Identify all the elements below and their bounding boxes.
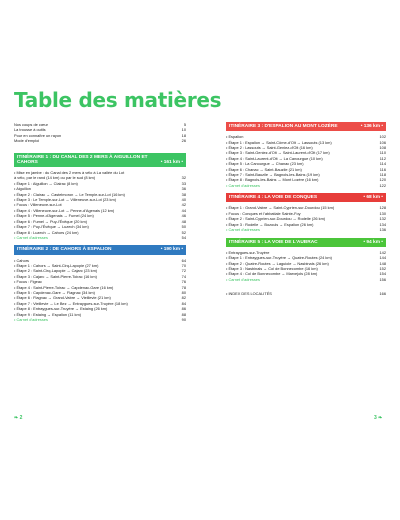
toc-entry-title: • Focus : Villeneuve-sur-Lot: [14, 202, 62, 208]
toc-entry-title: • Étape 4 : Villeneuve-sur-Lot → Penne-d'Agenais (12 km): [14, 207, 115, 213]
toc-entry-title: • Étape 8 : Luzech → Cahors (24 km): [14, 229, 79, 235]
toc-entry-page: 38: [181, 191, 186, 197]
toc-entry-title: • Étape 6 : Flagnac → Grand-Vabre → Vieillevie (21 km): [14, 295, 111, 301]
toc-entry-page: 108: [379, 145, 386, 151]
toc-entry-title: • Carnet d'adresses: [226, 227, 260, 233]
toc-entry-title: Nos coups de cœur: [14, 122, 48, 127]
toc-entry-title: • Étape 1 : Cahors → Saint-Cirq-Lapopie (27 km): [14, 262, 99, 268]
toc-entry[interactable]: [14, 138, 186, 143]
itinerary-banner[interactable]: [226, 193, 386, 202]
toc-entry-title: • Étape 5 : Penne-d'Agenais → Fumel (24 km): [14, 213, 94, 219]
toc-entry-title: • Carnet d'adresses: [226, 182, 260, 188]
toc-entry-title: • Espalion: [226, 134, 244, 140]
toc-entry-title: • Étape 3 : Cajarc → Saint-Pierre-Toirac (16 km): [14, 273, 97, 279]
toc-entry-page: 46: [181, 213, 186, 219]
itinerary-distance: • 94 km •: [363, 239, 383, 245]
toc-entry-title: • Étape 2 : Saint-Cyprien-sur-Dourdou → Rodelle (26 km): [226, 216, 326, 222]
toc-entry-title: • Étape 8 : Entraygues-sur-Truyère → Estaing (26 km): [14, 306, 108, 312]
toc-entry[interactable]: [226, 183, 386, 188]
leaf-icon: ❧: [14, 415, 19, 421]
toc-entry-page: 44: [181, 207, 186, 213]
toc-entry[interactable]: [226, 277, 386, 282]
toc-entry-page: 5: [183, 122, 186, 127]
toc-entry-title: • Aiguillon: [14, 186, 31, 192]
toc-entry-page: 128: [379, 205, 386, 211]
toc-entry-page: 72: [181, 268, 186, 274]
toc-entry-page: 112: [379, 155, 386, 161]
right-column: [226, 122, 386, 297]
toc-entry-page: 156: [379, 276, 386, 282]
toc-entry-title: • Étape 2 : Saint-Cirq-Lapopie → Cajarc (23 km): [14, 268, 98, 274]
itinerary-distance: • 136 km •: [360, 124, 383, 129]
itinerary-banner[interactable]: [226, 122, 386, 131]
toc-entry-page: 116: [379, 166, 386, 172]
toc-entry-page: 26: [181, 138, 186, 144]
toc-entry-page: 132: [379, 216, 386, 222]
toc-entry-title: • Étape 7 : Vieillevie → Le Bez → Entraygues-sur-Truyère (18 km): [14, 300, 128, 306]
toc-entry-page: 40: [181, 197, 186, 203]
toc-entry-page: 70: [181, 262, 186, 268]
left-column: [14, 122, 186, 322]
toc-entry-title: • Carnet d'adresses: [14, 316, 48, 322]
toc-entry-title: La trousse à outils: [14, 127, 46, 133]
itinerary-distance: • 190 km •: [160, 247, 183, 253]
toc-entry-page: 148: [379, 260, 386, 266]
page-title: Table des matières: [14, 88, 222, 112]
toc-entry-title: • Étape 5 : La Canourgue → Chanac (23 km): [226, 161, 304, 167]
itinerary-3-section: [226, 122, 386, 188]
toc-entry-title: • Étape 3 : Nasbinals → Col de Bonnecombe (16 km): [226, 265, 318, 271]
toc-entry-title: Mode d'emploi: [14, 138, 40, 144]
toc-entry-title: • Entraygues-sur-Truyère: [226, 249, 270, 255]
toc-entry-title: • Étape 4 : Col de Bonnecombe → Marvejols (28 km): [226, 271, 318, 277]
toc-entry-page: 130: [379, 210, 386, 216]
toc-entry-page: 64: [181, 257, 186, 263]
toc-entry-page: 48: [181, 218, 186, 224]
toc-entry-title: Pour en connaître un rayon: [14, 132, 62, 138]
itinerary-title: ITINÉRAIRE 5 : LA VOIE DE L'AUBRAC: [229, 239, 318, 245]
toc-entry-title: • INDEX DES LOCALITÉS: [226, 291, 272, 297]
toc-entry-title: • Étape 1 : Entraygues-sur-Truyère → Quatre-Routes (24 km): [226, 255, 332, 261]
toc-entry-page: 32: [181, 175, 186, 181]
toc-entry-title: • Étape 3 : Saint-Geniez-d'Olt → Saint-Laurent-d'Olt (17 km): [226, 150, 330, 156]
toc-entry-page: 76: [181, 279, 186, 285]
itinerary-distance: • 68 km •: [363, 195, 383, 201]
itinerary-distance: • 161 km •: [160, 159, 183, 165]
toc-entry-page: 154: [379, 271, 386, 277]
toc-entry-title: • Étape 2 : Quatre-Routes → Laguiole → Nasbinals (26 km): [226, 260, 329, 266]
toc-entry-page: 78: [181, 284, 186, 290]
toc-entry-page: 118: [379, 172, 386, 178]
toc-entry-page: 106: [379, 139, 386, 145]
toc-entry-title: • Étape 5 : Capdenac-Gare → Flagnac (34 km): [14, 289, 95, 295]
itinerary-title: ITINÉRAIRE 1 : DU CANAL DES 2 MERS À AIGUILLON ET CAHORS: [17, 154, 148, 165]
toc-entry-page: 152: [379, 265, 386, 271]
toc-entry-page: 33: [181, 180, 186, 186]
page-number-right: [374, 415, 382, 421]
toc-entry-page: 142: [379, 249, 386, 255]
toc-entry-title: à vélo, par le rand (14 km) ou par le sud (8 km): [14, 175, 96, 181]
folio-number: 3: [374, 415, 377, 421]
toc-entry-page: 102: [379, 134, 386, 140]
toc-entry-page: 114: [379, 161, 386, 167]
toc-entry-page: 84: [181, 300, 186, 306]
itinerary-banner[interactable]: [14, 245, 186, 254]
index-entry[interactable]: [226, 291, 386, 296]
itinerary-1-section: [14, 153, 186, 241]
toc-entry-title: • Étape 4 : Saint-Laurent-d'Olt → La Canourgue (10 km): [226, 155, 323, 161]
toc-entry-page: 136: [379, 227, 386, 233]
toc-entry-page: 10: [181, 127, 186, 133]
toc-entry-page: 74: [181, 273, 186, 279]
itinerary-banner[interactable]: [14, 153, 186, 167]
toc-entry-page: 36: [181, 186, 186, 192]
leaf-icon: ❧: [378, 415, 383, 421]
toc-entry-page: 52: [181, 229, 186, 235]
page-number-left: [14, 415, 22, 421]
toc-entry-title: • Étape 3 : Le Temple-sur-Lot → Villeneuve-sur-Lot (23 km): [14, 197, 116, 203]
itinerary-title: ITINÉRAIRE 2 : DE CAHORS À ESPALION: [17, 247, 112, 253]
toc-entry-page: 88: [181, 311, 186, 317]
toc-entry-page: 122: [379, 182, 386, 188]
toc-entry[interactable]: [14, 317, 186, 322]
toc-entry-title: • Étape 1 : Aiguillon → Clairac (8 km): [14, 180, 78, 186]
toc-entry-page: 80: [181, 289, 186, 295]
toc-entry-title: • Focus : Figeac: [14, 279, 42, 285]
toc-entry-title: • Étape 3 : Rodelle → Bozouls → Espalion (26 km): [226, 221, 314, 227]
toc-entry-title: • Carnet d'adresses: [14, 234, 48, 240]
toc-entry-page: 110: [379, 150, 386, 156]
toc-entry-page: 82: [181, 295, 186, 301]
itinerary-4-section: [226, 193, 386, 232]
itinerary-title: ITINÉRAIRE 3 : D'ESPALION AU MONT LOZÈRE: [229, 124, 338, 129]
toc-entry-page: 54: [181, 234, 186, 240]
toc-entry-title: • Étape 2 : Clairac → Castelmoron → Le Temple-sur-Lot (16 km): [14, 191, 125, 197]
toc-entry-title: • Carnet d'adresses: [226, 276, 260, 282]
toc-entry-title: • Étape 1 : Grand-Vabre → Saint-Cyprien-sur-Dourdou (15 km): [226, 205, 335, 211]
itinerary-2-section: [14, 245, 186, 322]
toc-entry-title: • Étape 6 : Chanac → Saint-Bauzile (21 km): [226, 166, 302, 172]
toc-entry-title: • Étape 4 : Saint-Pierre-Toirac → Capdenac-Gare (16 km): [14, 284, 114, 290]
toc-entry[interactable]: [226, 227, 386, 232]
toc-entry-title: • Mise en jambe : du Canal des 2 mers à vélo à La vallée du Lot: [14, 170, 125, 176]
toc-entry-page: 120: [379, 177, 386, 183]
toc-entry-title: • Étape 6 : Fumel → Puy-l'Évêque (20 km): [14, 218, 88, 224]
toc-entry-page: 134: [379, 221, 386, 227]
toc-entry-page: 166: [379, 291, 386, 297]
toc-entry-page: 18: [181, 132, 186, 138]
toc-entry-page: 50: [181, 224, 186, 230]
toc-entry-title: • Étape 7 : Puy-l'Évêque → Luzech (34 km): [14, 224, 89, 230]
toc-entry-title: • Étape 8 : Bagnols-les-Bains → Mont Lozère (16 km): [226, 177, 319, 183]
itinerary-title: ITINÉRAIRE 4 : LA VOIE DE CONQUES: [229, 195, 318, 201]
toc-entry-page: 86: [181, 306, 186, 312]
toc-entry-page: 90: [181, 316, 186, 322]
toc-entry-title: • Étape 9 : Estaing → Espalion (11 km): [14, 311, 82, 317]
toc-entry-page: 144: [379, 255, 386, 261]
folio-number: 2: [19, 415, 23, 421]
toc-entry-title: • Cahors: [14, 257, 29, 263]
toc-entry-title: • Étape 7 : Saint-Bauzile → Bagnols-les-Bains (19 km): [226, 172, 320, 178]
itinerary-5-section: [226, 238, 386, 283]
toc-entry-page: 42: [181, 202, 186, 208]
intro-list: [14, 122, 186, 144]
itinerary-banner[interactable]: [226, 238, 386, 247]
toc-entry-title: • Focus : Conques et l'abbatiale Sainte-Foy: [226, 210, 301, 216]
toc-entry-title: • Étape 1 : Espalion → Saint-Côme-d'Olt → Lassouts (13 km): [226, 139, 332, 145]
toc-entry[interactable]: [14, 235, 186, 240]
toc-entry-title: • Étape 2 : Lassouts → Saint-Geniez-d'Olt (16 km): [226, 145, 313, 151]
